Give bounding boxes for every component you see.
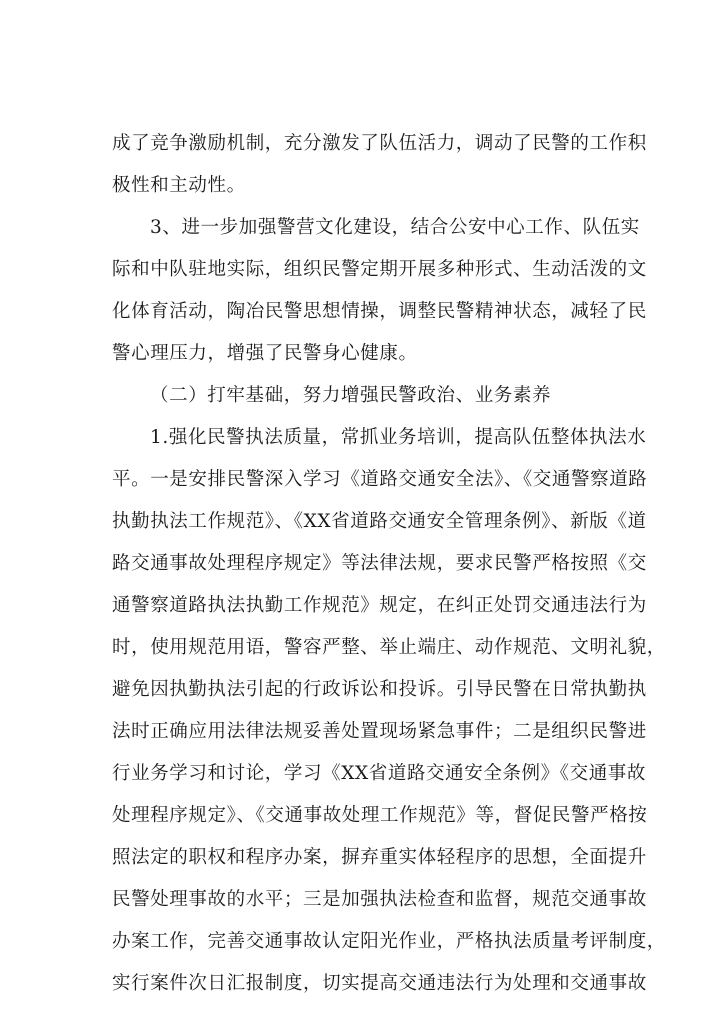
- text-line: 时，使用规范用语，警容严整、举止端庄、动作规范、文明礼貌，: [112, 637, 666, 658]
- text-line: 通警察道路执法执勤工作规范》规定，在纠正处罚交通违法行为: [112, 595, 647, 616]
- text-line: 处理程序规定》、《交通事故处理工作规范》等，督促民警严格按: [112, 805, 648, 826]
- text-line: 路交通事故处理程序规定》等法律法规，要求民警严格按照《交: [112, 553, 647, 574]
- text-line: 3、进一步加强警营文化建设，结合公安中心工作、队伍实: [150, 217, 640, 238]
- section-heading: （二）打牢基础，努力增强民警政治、业务素养: [150, 385, 552, 406]
- text-line: 成了竞争激励机制，充分激发了队伍活力，调动了民警的工作积: [112, 133, 647, 154]
- text-line: 行业务学习和讨论，学习《XX省道路交通安全条例》《交通事故: [112, 763, 646, 784]
- text-line: 民警处理事故的水平；三是加强执法检查和监督，规范交通事故: [112, 889, 647, 910]
- text-line: 际和中队驻地实际，组织民警定期开展多种形式、生动活泼的文: [112, 259, 647, 280]
- text-line: 极性和主动性。: [112, 175, 246, 196]
- text-line: 化体育活动，陶冶民警思想情操，调整民警精神状态，减轻了民: [112, 301, 647, 322]
- text-line: 照法定的职权和程序办案，摒弃重实体轻程序的思想，全面提升: [112, 847, 647, 868]
- text-line: 法时正确应用法律法规妥善处置现场紧急事件；二是组织民警进: [112, 721, 647, 742]
- text-line: 避免因执勤执法引起的行政诉讼和投诉。引导民警在日常执勤执: [112, 679, 647, 700]
- text-line: 办案工作，完善交通事故认定阳光作业，严格执法质量考评制度，: [112, 931, 666, 952]
- text-line: 警心理压力，增强了民警身心健康。: [112, 343, 418, 364]
- text-line: 实行案件次日汇报制度，切实提高交通违法行为处理和交通事故: [112, 973, 647, 994]
- text-line: 1.强化民警执法质量，常抓业务培训，提高队伍整体执法水: [150, 427, 647, 448]
- text-line: 执勤执法工作规范》、《XX省道路交通安全管理条例》、新版《道: [112, 511, 647, 532]
- text-line: 平。一是安排民警深入学习《道路交通安全法》、《交通警察道路: [112, 469, 648, 490]
